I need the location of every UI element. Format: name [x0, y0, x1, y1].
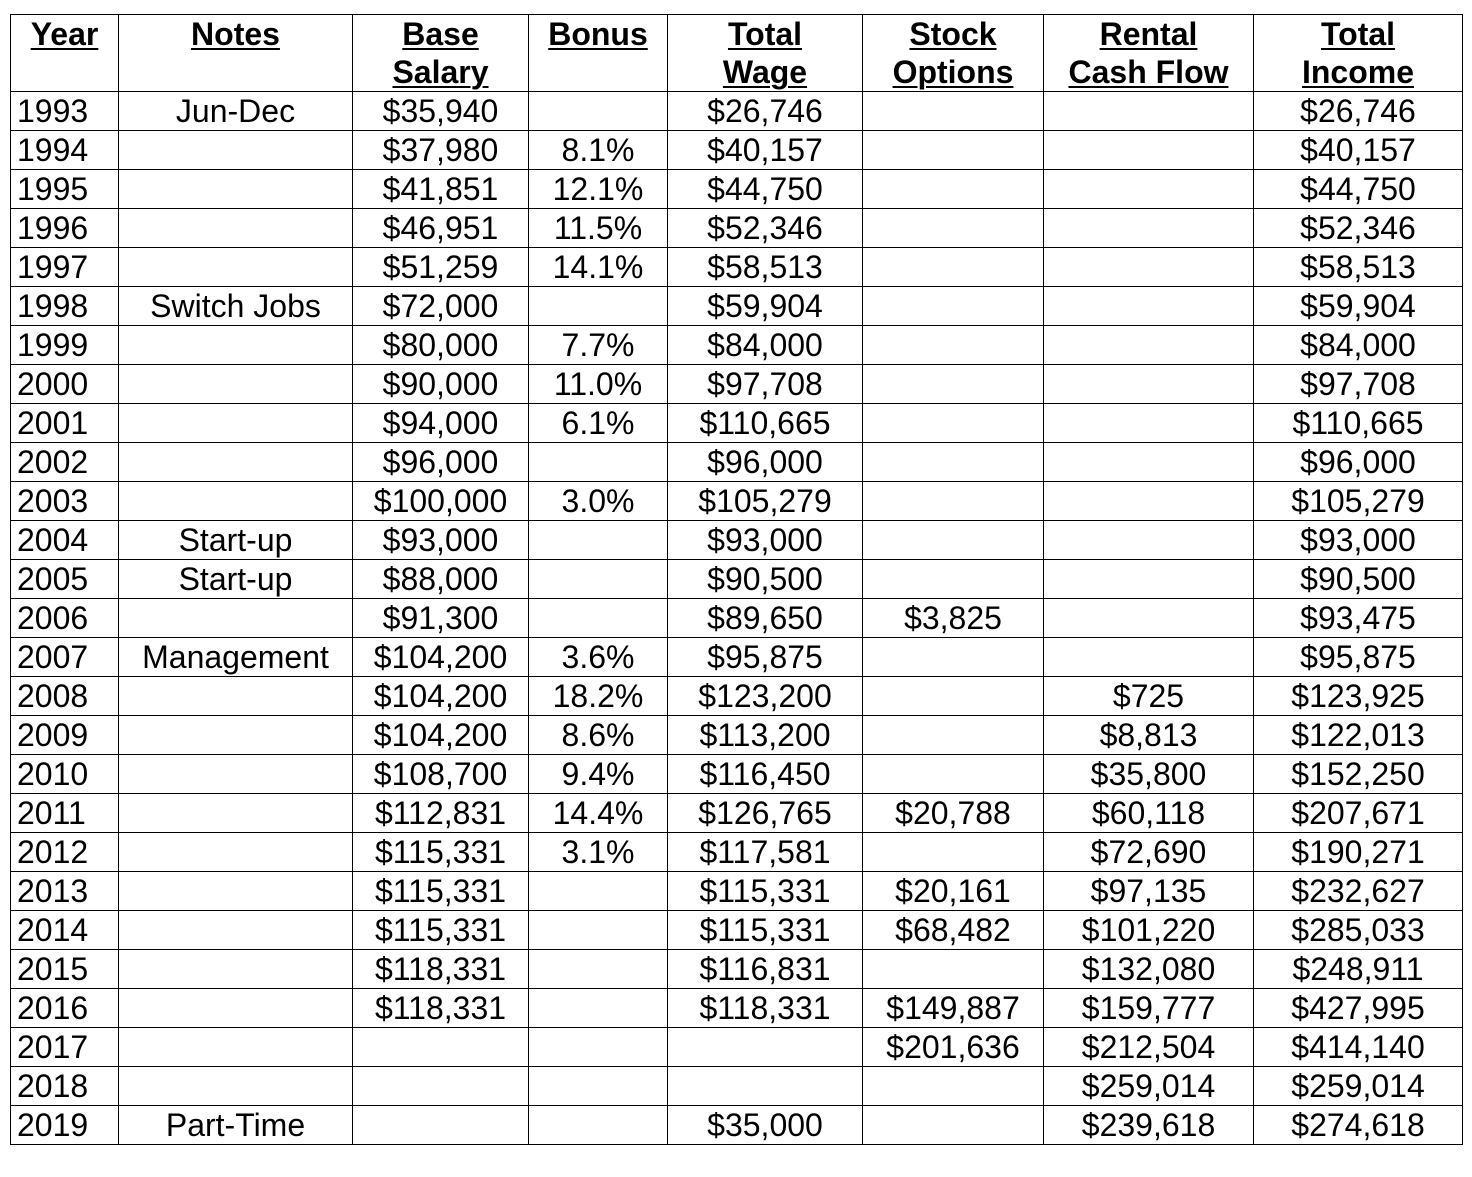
- cell-stock-options: [863, 1067, 1044, 1106]
- cell-rental-cash-flow: [1044, 326, 1254, 365]
- cell-total-wage: $52,346: [668, 209, 863, 248]
- cell-total-income: $58,513: [1254, 248, 1463, 287]
- cell-total-wage: [668, 1028, 863, 1067]
- cell-notes: [119, 716, 353, 755]
- cell-rental-cash-flow: $97,135: [1044, 872, 1254, 911]
- table-row: [11, 560, 1463, 599]
- table-row: [11, 131, 1463, 170]
- cell-rental-cash-flow: [1044, 599, 1254, 638]
- cell-total-wage: $126,765: [668, 794, 863, 833]
- cell-stock-options: $68,482: [863, 911, 1044, 950]
- cell-bonus: 3.0%: [529, 482, 668, 521]
- cell-total-wage: $115,331: [668, 911, 863, 950]
- cell-year: 1999: [11, 326, 119, 365]
- cell-stock-options: [863, 560, 1044, 599]
- header-total-income-line2: Income: [1254, 53, 1463, 92]
- cell-stock-options: [863, 716, 1044, 755]
- cell-total-income: $52,346: [1254, 209, 1463, 248]
- cell-base-salary: $108,700: [353, 755, 529, 794]
- cell-year: 2011: [11, 794, 119, 833]
- cell-stock-options: [863, 482, 1044, 521]
- cell-year: 2008: [11, 677, 119, 716]
- cell-total-income: $274,618: [1254, 1106, 1463, 1145]
- cell-rental-cash-flow: $72,690: [1044, 833, 1254, 872]
- cell-total-wage: $35,000: [668, 1106, 863, 1145]
- cell-total-wage: $26,746: [668, 92, 863, 131]
- cell-year: 2019: [11, 1106, 119, 1145]
- cell-year: 2017: [11, 1028, 119, 1067]
- cell-total-wage: $123,200: [668, 677, 863, 716]
- cell-rental-cash-flow: $212,504: [1044, 1028, 1254, 1067]
- cell-bonus: [529, 872, 668, 911]
- cell-rental-cash-flow: [1044, 560, 1254, 599]
- cell-notes: [119, 326, 353, 365]
- cell-stock-options: [863, 638, 1044, 677]
- cell-base-salary: $35,940: [353, 92, 529, 131]
- cell-stock-options: [863, 365, 1044, 404]
- cell-base-salary: $115,331: [353, 833, 529, 872]
- cell-total-income: $93,000: [1254, 521, 1463, 560]
- cell-base-salary: [353, 1028, 529, 1067]
- cell-year: 2006: [11, 599, 119, 638]
- cell-base-salary: [353, 1067, 529, 1106]
- cell-rental-cash-flow: $101,220: [1044, 911, 1254, 950]
- cell-notes: [119, 248, 353, 287]
- cell-stock-options: [863, 209, 1044, 248]
- cell-total-wage: $96,000: [668, 443, 863, 482]
- header-rental-cash-flow-line1: Rental: [1044, 15, 1254, 54]
- table-row: [11, 794, 1463, 833]
- cell-year: 2003: [11, 482, 119, 521]
- cell-base-salary: $88,000: [353, 560, 529, 599]
- cell-notes: [119, 989, 353, 1028]
- cell-rental-cash-flow: [1044, 92, 1254, 131]
- table-row: [11, 404, 1463, 443]
- cell-total-wage: $116,831: [668, 950, 863, 989]
- cell-total-wage: [668, 1067, 863, 1106]
- header-rental-cash-flow-line2: Cash Flow: [1044, 53, 1254, 92]
- cell-rental-cash-flow: $60,118: [1044, 794, 1254, 833]
- cell-notes: Part-Time: [119, 1106, 353, 1145]
- cell-base-salary: $96,000: [353, 443, 529, 482]
- cell-year: 1993: [11, 92, 119, 131]
- cell-notes: Switch Jobs: [119, 287, 353, 326]
- cell-base-salary: $100,000: [353, 482, 529, 521]
- cell-notes: [119, 911, 353, 950]
- cell-rental-cash-flow: $159,777: [1044, 989, 1254, 1028]
- cell-bonus: [529, 950, 668, 989]
- cell-base-salary: $91,300: [353, 599, 529, 638]
- cell-notes: [119, 443, 353, 482]
- table-row: [11, 677, 1463, 716]
- cell-stock-options: $149,887: [863, 989, 1044, 1028]
- cell-rental-cash-flow: [1044, 482, 1254, 521]
- header-stock-options-line2: Options: [863, 53, 1044, 92]
- table-row: [11, 1106, 1463, 1145]
- cell-total-wage: $58,513: [668, 248, 863, 287]
- cell-base-salary: $72,000: [353, 287, 529, 326]
- cell-rental-cash-flow: [1044, 443, 1254, 482]
- table-row: [11, 482, 1463, 521]
- cell-base-salary: [353, 1106, 529, 1145]
- cell-total-income: $190,271: [1254, 833, 1463, 872]
- cell-total-income: $44,750: [1254, 170, 1463, 209]
- cell-year: 2018: [11, 1067, 119, 1106]
- cell-year: 2012: [11, 833, 119, 872]
- cell-bonus: 3.6%: [529, 638, 668, 677]
- table-row: [11, 1067, 1463, 1106]
- cell-total-income: $105,279: [1254, 482, 1463, 521]
- cell-bonus: 3.1%: [529, 833, 668, 872]
- cell-stock-options: $3,825: [863, 599, 1044, 638]
- cell-bonus: [529, 911, 668, 950]
- cell-total-income: $96,000: [1254, 443, 1463, 482]
- table-row: [11, 248, 1463, 287]
- cell-base-salary: $115,331: [353, 911, 529, 950]
- table-row: [11, 638, 1463, 677]
- cell-stock-options: [863, 248, 1044, 287]
- cell-year: 2014: [11, 911, 119, 950]
- cell-bonus: 14.4%: [529, 794, 668, 833]
- cell-total-income: $122,013: [1254, 716, 1463, 755]
- cell-bonus: [529, 560, 668, 599]
- cell-base-salary: $41,851: [353, 170, 529, 209]
- cell-notes: [119, 131, 353, 170]
- cell-total-wage: $110,665: [668, 404, 863, 443]
- table-row: [11, 170, 1463, 209]
- cell-stock-options: [863, 326, 1044, 365]
- cell-stock-options: $20,788: [863, 794, 1044, 833]
- cell-rental-cash-flow: $239,618: [1044, 1106, 1254, 1145]
- cell-total-income: $152,250: [1254, 755, 1463, 794]
- cell-total-income: $232,627: [1254, 872, 1463, 911]
- cell-year: 2015: [11, 950, 119, 989]
- cell-rental-cash-flow: [1044, 404, 1254, 443]
- cell-total-income: $93,475: [1254, 599, 1463, 638]
- header-stock-options-line1: Stock: [863, 15, 1044, 54]
- table-row: [11, 209, 1463, 248]
- table-body: [11, 92, 1463, 1145]
- cell-total-wage: $40,157: [668, 131, 863, 170]
- cell-notes: [119, 209, 353, 248]
- table-row: [11, 950, 1463, 989]
- cell-total-wage: $90,500: [668, 560, 863, 599]
- cell-base-salary: $94,000: [353, 404, 529, 443]
- cell-stock-options: [863, 404, 1044, 443]
- income-table-container: [10, 14, 1463, 1145]
- cell-year: 2009: [11, 716, 119, 755]
- cell-notes: [119, 1067, 353, 1106]
- cell-base-salary: $90,000: [353, 365, 529, 404]
- cell-stock-options: $201,636: [863, 1028, 1044, 1067]
- cell-bonus: [529, 989, 668, 1028]
- cell-total-wage: $105,279: [668, 482, 863, 521]
- table-row: [11, 1028, 1463, 1067]
- cell-year: 2007: [11, 638, 119, 677]
- table-row: [11, 521, 1463, 560]
- cell-notes: Jun-Dec: [119, 92, 353, 131]
- cell-total-income: $95,875: [1254, 638, 1463, 677]
- cell-total-wage: $93,000: [668, 521, 863, 560]
- cell-bonus: [529, 1106, 668, 1145]
- cell-total-income: $59,904: [1254, 287, 1463, 326]
- table-row: [11, 92, 1463, 131]
- cell-total-wage: $117,581: [668, 833, 863, 872]
- cell-notes: [119, 1028, 353, 1067]
- cell-rental-cash-flow: [1044, 131, 1254, 170]
- cell-notes: [119, 365, 353, 404]
- cell-year: 1995: [11, 170, 119, 209]
- cell-total-wage: $115,331: [668, 872, 863, 911]
- header-total-wage-line1: Total: [668, 15, 863, 54]
- cell-stock-options: [863, 833, 1044, 872]
- cell-year: 2005: [11, 560, 119, 599]
- cell-stock-options: [863, 443, 1044, 482]
- cell-notes: [119, 677, 353, 716]
- cell-total-wage: $95,875: [668, 638, 863, 677]
- cell-bonus: [529, 443, 668, 482]
- cell-base-salary: $93,000: [353, 521, 529, 560]
- cell-bonus: 11.5%: [529, 209, 668, 248]
- cell-base-salary: $37,980: [353, 131, 529, 170]
- table-row: [11, 365, 1463, 404]
- cell-bonus: 18.2%: [529, 677, 668, 716]
- cell-bonus: [529, 1067, 668, 1106]
- table-row: [11, 755, 1463, 794]
- cell-rental-cash-flow: [1044, 365, 1254, 404]
- cell-bonus: 12.1%: [529, 170, 668, 209]
- cell-year: 2002: [11, 443, 119, 482]
- cell-year: 2016: [11, 989, 119, 1028]
- header-bonus: Bonus: [529, 15, 668, 54]
- cell-total-wage: $59,904: [668, 287, 863, 326]
- cell-base-salary: $104,200: [353, 716, 529, 755]
- cell-stock-options: [863, 521, 1044, 560]
- table-row: [11, 989, 1463, 1028]
- cell-total-wage: $116,450: [668, 755, 863, 794]
- cell-year: 2001: [11, 404, 119, 443]
- cell-year: 1998: [11, 287, 119, 326]
- cell-notes: [119, 755, 353, 794]
- cell-base-salary: $112,831: [353, 794, 529, 833]
- cell-rental-cash-flow: [1044, 170, 1254, 209]
- cell-total-income: $414,140: [1254, 1028, 1463, 1067]
- cell-total-income: $110,665: [1254, 404, 1463, 443]
- cell-notes: [119, 404, 353, 443]
- table-row: [11, 599, 1463, 638]
- cell-year: 1994: [11, 131, 119, 170]
- cell-notes: [119, 794, 353, 833]
- cell-total-wage: $97,708: [668, 365, 863, 404]
- cell-stock-options: [863, 677, 1044, 716]
- cell-year: 2004: [11, 521, 119, 560]
- cell-base-salary: $118,331: [353, 950, 529, 989]
- table-row: [11, 443, 1463, 482]
- cell-notes: [119, 599, 353, 638]
- cell-rental-cash-flow: [1044, 638, 1254, 677]
- cell-notes: Start-up: [119, 521, 353, 560]
- cell-bonus: [529, 1028, 668, 1067]
- table-row: [11, 287, 1463, 326]
- cell-rental-cash-flow: $132,080: [1044, 950, 1254, 989]
- cell-total-income: $285,033: [1254, 911, 1463, 950]
- cell-total-income: $90,500: [1254, 560, 1463, 599]
- cell-total-wage: $84,000: [668, 326, 863, 365]
- cell-total-income: $40,157: [1254, 131, 1463, 170]
- cell-bonus: 8.6%: [529, 716, 668, 755]
- cell-total-income: $123,925: [1254, 677, 1463, 716]
- table-header: [11, 15, 1463, 92]
- cell-notes: Management: [119, 638, 353, 677]
- cell-total-income: $207,671: [1254, 794, 1463, 833]
- cell-year: 2010: [11, 755, 119, 794]
- cell-bonus: [529, 521, 668, 560]
- cell-stock-options: [863, 170, 1044, 209]
- header-year: Year: [11, 15, 119, 54]
- cell-rental-cash-flow: [1044, 287, 1254, 326]
- cell-rental-cash-flow: $725: [1044, 677, 1254, 716]
- cell-bonus: [529, 287, 668, 326]
- cell-base-salary: $118,331: [353, 989, 529, 1028]
- cell-stock-options: [863, 1106, 1044, 1145]
- cell-total-income: $97,708: [1254, 365, 1463, 404]
- cell-stock-options: $20,161: [863, 872, 1044, 911]
- cell-total-income: $26,746: [1254, 92, 1463, 131]
- header-base-salary-line2: Salary: [353, 53, 529, 92]
- cell-year: 1996: [11, 209, 119, 248]
- table-row: [11, 911, 1463, 950]
- cell-notes: [119, 872, 353, 911]
- cell-total-income: $259,014: [1254, 1067, 1463, 1106]
- cell-stock-options: [863, 287, 1044, 326]
- cell-total-income: $248,911: [1254, 950, 1463, 989]
- cell-base-salary: $115,331: [353, 872, 529, 911]
- cell-bonus: [529, 599, 668, 638]
- cell-rental-cash-flow: $8,813: [1044, 716, 1254, 755]
- table-row: [11, 326, 1463, 365]
- table-row: [11, 872, 1463, 911]
- cell-rental-cash-flow: $259,014: [1044, 1067, 1254, 1106]
- cell-total-income: $427,995: [1254, 989, 1463, 1028]
- cell-notes: [119, 833, 353, 872]
- cell-notes: Start-up: [119, 560, 353, 599]
- cell-stock-options: [863, 755, 1044, 794]
- cell-base-salary: $104,200: [353, 638, 529, 677]
- cell-stock-options: [863, 92, 1044, 131]
- header-total-wage-line2: Wage: [668, 53, 863, 92]
- table-row: [11, 833, 1463, 872]
- cell-stock-options: [863, 950, 1044, 989]
- cell-total-wage: $118,331: [668, 989, 863, 1028]
- cell-notes: [119, 482, 353, 521]
- cell-year: 2013: [11, 872, 119, 911]
- cell-rental-cash-flow: [1044, 248, 1254, 287]
- cell-bonus: 9.4%: [529, 755, 668, 794]
- income-history-table: [10, 14, 1463, 1145]
- cell-bonus: 14.1%: [529, 248, 668, 287]
- header-base-salary-line1: Base: [353, 15, 529, 54]
- header-notes: Notes: [119, 15, 353, 54]
- cell-base-salary: $51,259: [353, 248, 529, 287]
- cell-total-wage: $44,750: [668, 170, 863, 209]
- cell-notes: [119, 950, 353, 989]
- cell-bonus: 11.0%: [529, 365, 668, 404]
- header-total-income-line1: Total: [1254, 15, 1463, 54]
- header-bonus-cont: [529, 53, 668, 92]
- cell-rental-cash-flow: $35,800: [1044, 755, 1254, 794]
- cell-base-salary: $104,200: [353, 677, 529, 716]
- cell-bonus: [529, 92, 668, 131]
- cell-bonus: 6.1%: [529, 404, 668, 443]
- header-year-cont: [11, 53, 119, 92]
- cell-notes: [119, 170, 353, 209]
- cell-rental-cash-flow: [1044, 521, 1254, 560]
- cell-bonus: 7.7%: [529, 326, 668, 365]
- cell-base-salary: $80,000: [353, 326, 529, 365]
- cell-year: 2000: [11, 365, 119, 404]
- header-notes-cont: [119, 53, 353, 92]
- cell-total-wage: $89,650: [668, 599, 863, 638]
- cell-stock-options: [863, 131, 1044, 170]
- cell-total-wage: $113,200: [668, 716, 863, 755]
- cell-total-income: $84,000: [1254, 326, 1463, 365]
- cell-year: 1997: [11, 248, 119, 287]
- cell-rental-cash-flow: [1044, 209, 1254, 248]
- cell-base-salary: $46,951: [353, 209, 529, 248]
- cell-bonus: 8.1%: [529, 131, 668, 170]
- table-row: [11, 716, 1463, 755]
